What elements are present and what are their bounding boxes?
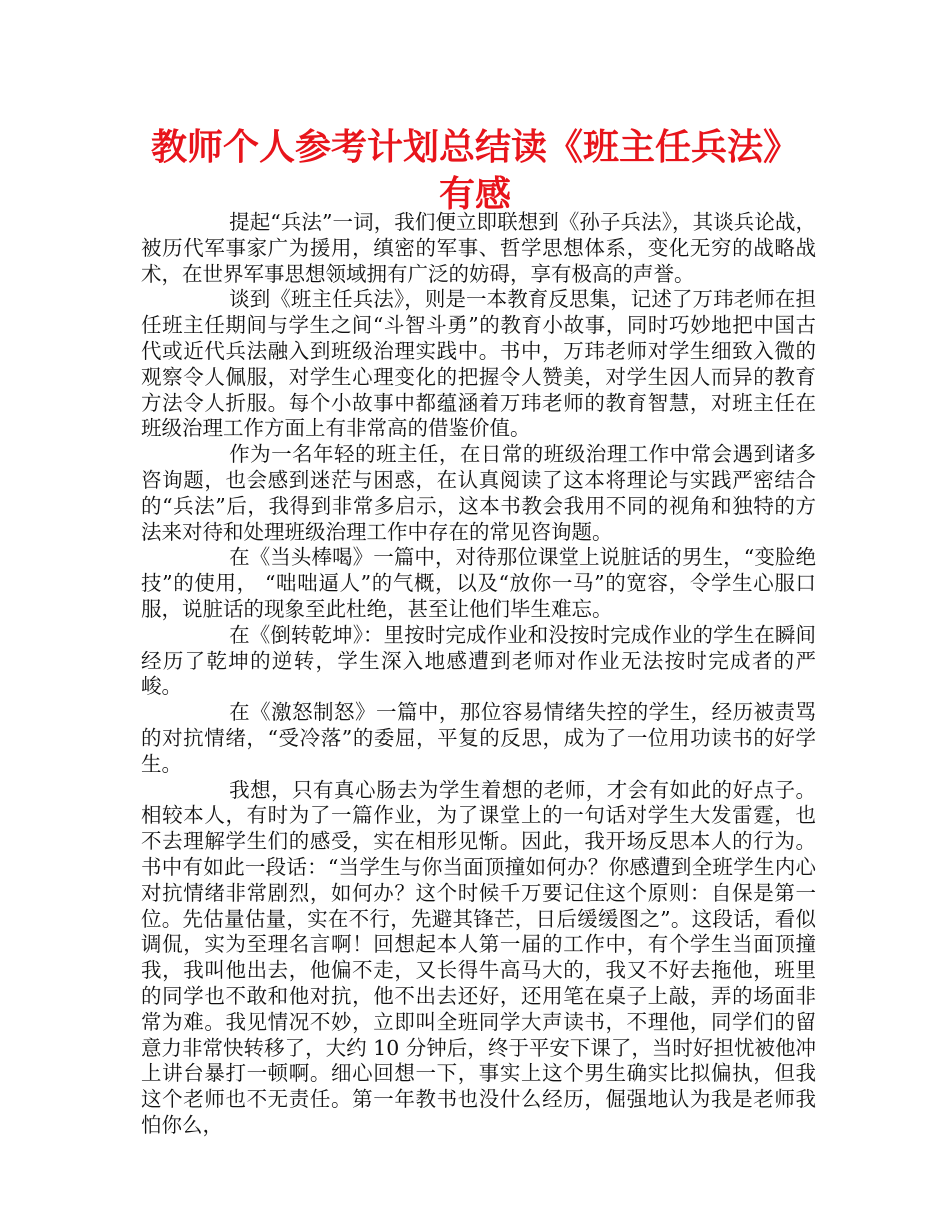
paragraph: 作为一名年轻的班主任，在日常的班级治理工作中常会遇到诸多咨询题，也会感到迷茫与困惑，在认真阅读了这本将理论与实践严密结合的“兵法”后，我得到非常多启示，这本书教会我用不同的视角和独特的方法来对待和处理班级治理工作中存在的常见咨询题。 [141, 442, 816, 544]
paragraph: 提起“兵法”一词，我们便立即联想到《孙子兵法》，其谈兵论战，被历代军事家广为援用，缜密的军事、哲学思想体系，变化无穷的战略战术，在世界军事思想领域拥有广泛的妨碍，享有极高的声誉。 [141, 210, 816, 286]
paragraph: 在《当头棒喝》一篇中，对待那位课堂上说脏话的男生，“变脸绝技”的使用， “咄咄逼人”的气概，以及“放你一马”的宽容，令学生心服口服，说脏话的现象至此杜绝，甚至让他们毕生难忘。 [141, 545, 816, 621]
document-body [141, 210, 816, 1139]
paragraph: 在《激怒制怒》一篇中，那位容易情绪失控的学生，经历被责骂的对抗情绪，“受冷落”的委屈，平复的反思，成为了一位用功读书的好学生。 [141, 700, 816, 776]
paragraph: 我想，只有真心肠去为学生着想的老师，才会有如此的好点子。相较本人，有时为了一篇作业，为了课堂上的一句话对学生大发雷霆，也不去理解学生们的感受，实在相形见惭。因此，我开场反思本人的行为。书中有如此一段话：“当学生与你当面顶撞如何办？你感遭到全班学生内心对抗情绪非常剧烈，如何办？这个时候千万要记住这个原则：自保是第一位。先估量估量，实在不行，先避其锋芒，日后缓缓图之”。这段话，看似调侃，实为至理名言啊！回想起本人第一届的工作中，有个学生当面顶撞我，我叫他出去，他偏不走，又长得牛高马大的，我又不好去拖他，班里的同学也不敢和他对抗，他不出去还好，还用笔在桌子上敲，弄的场面非常为难。我见情况不妙，立即叫全班同学大声读书，不理他，同学们的留意力非常快转移了，大约 10 分钟后，终于平安下课了，当时好担忧被他冲上讲台暴打一顿啊。细心回想一下，事实上这个男生确实比拟偏执，但我这个老师也不无责任。第一年教书也没什么经历，倔强地认为我是老师我怕你么， [141, 777, 816, 1137]
document-title: 教师个人参考计划总结读《班主任兵法》 [150, 127, 799, 168]
paragraph: 谈到《班主任兵法》，则是一本教育反思集，记述了万玮老师在担任班主任期间与学生之间“斗智斗勇”的教育小故事，同时巧妙地把中国古代或近代兵法融入到班级治理实践中。书中，万玮老师对学生细致入微的观察令人佩服，对学生心理变化的把握令人赞美，对学生因人而异的教育方法令人折服。每个小故事中都蕴涵着万玮老师的教育智慧，对班主任在班级治理工作方面上有非常高的借鉴价值。 [141, 287, 816, 441]
document-title-continued: 有感 [438, 174, 511, 215]
paragraph: 在《倒转乾坤》：里按时完成作业和没按时完成作业的学生在瞬间经历了乾坤的逆转，学生深入地感遭到老师对作业无法按时完成者的严峻。 [141, 622, 816, 699]
